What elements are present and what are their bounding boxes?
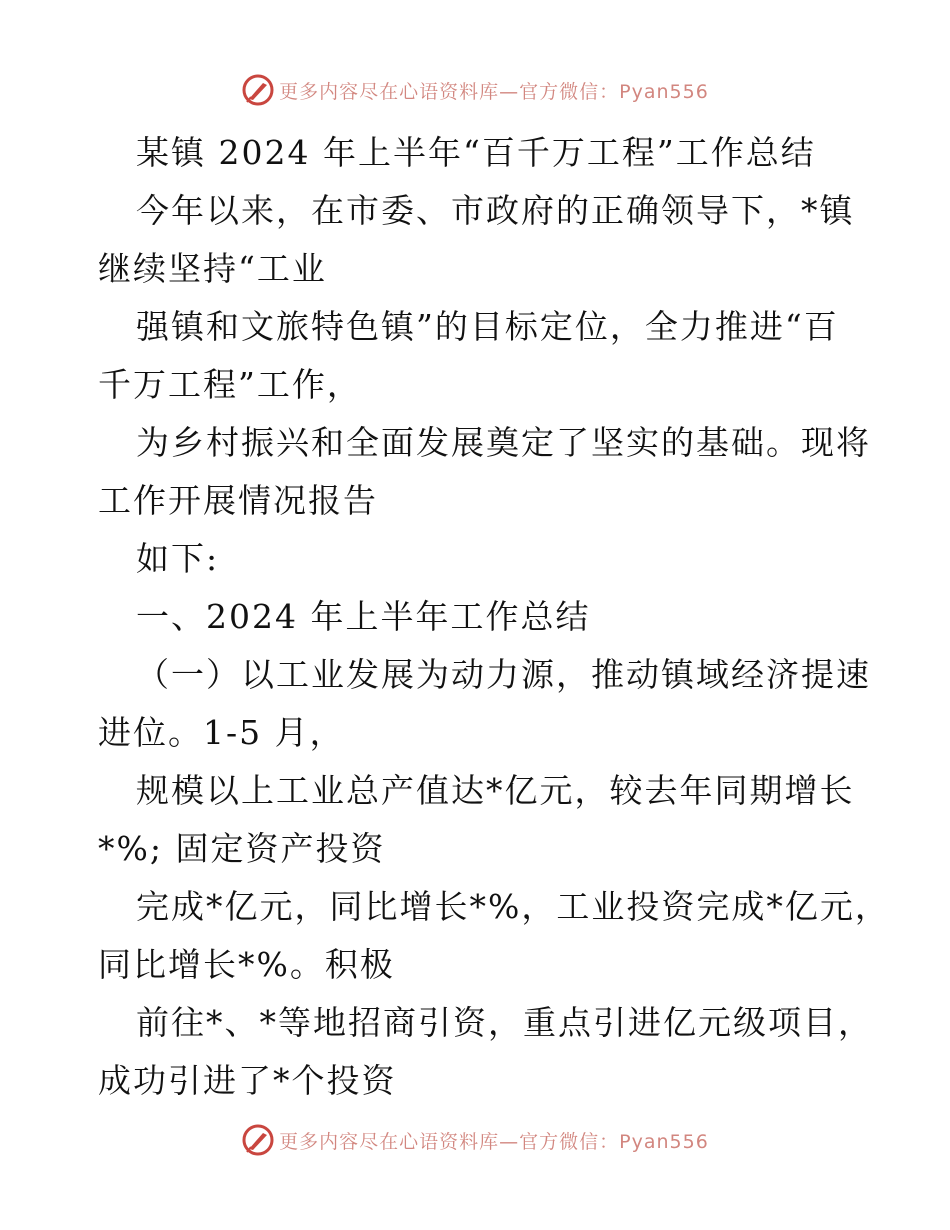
- paragraph-line: *%; 固定资产投资: [98, 829, 386, 868]
- document-title: 某镇 2024 年上半年“百千万工程”工作总结: [136, 133, 816, 172]
- paragraph-line: 规模以上工业总产值达*亿元，较去年同期增长: [136, 771, 855, 810]
- watermark-text: 更多内容尽在心语资料库—官方微信：Pyan556: [279, 80, 709, 103]
- quill-logo-icon: [241, 73, 275, 107]
- paragraph-line: 今年以来，在市委、市政府的正确领导下，*镇: [136, 191, 855, 230]
- paragraph-line: 为乡村振兴和全面发展奠定了坚实的基础。现将: [136, 423, 871, 462]
- document-body: [98, 124, 890, 1110]
- paragraph-line: 前往*、*等地招商引资，重点引进亿元级项目，: [136, 1003, 873, 1042]
- paragraph-line: 如下:: [136, 539, 220, 578]
- paragraph-line: 进位。1-5 月，: [98, 713, 345, 752]
- paragraph-line: 完成*亿元，同比增长*%，工业投资完成*亿元，: [136, 887, 890, 926]
- watermark-text: 更多内容尽在心语资料库—官方微信：Pyan556: [279, 1130, 709, 1153]
- section-heading: 一、2024 年上半年工作总结: [136, 597, 591, 636]
- paragraph-line: 同比增长*%。积极: [98, 945, 395, 984]
- watermark-header: [0, 68, 950, 112]
- quill-logo-icon: [241, 1123, 275, 1157]
- watermark-footer: [0, 1118, 950, 1162]
- paragraph-line: 强镇和文旅特色镇”的目标定位，全力推进“百: [136, 307, 839, 346]
- paragraph-line: 工作开展情况报告: [98, 481, 378, 520]
- subsection-heading: （一）以工业发展为动力源，推动镇域经济提速: [136, 655, 871, 694]
- paragraph-line: 千万工程”工作，: [98, 365, 362, 404]
- paragraph-line: 继续坚持“工业: [98, 249, 327, 288]
- paragraph-line: 成功引进了*个投资: [98, 1061, 397, 1100]
